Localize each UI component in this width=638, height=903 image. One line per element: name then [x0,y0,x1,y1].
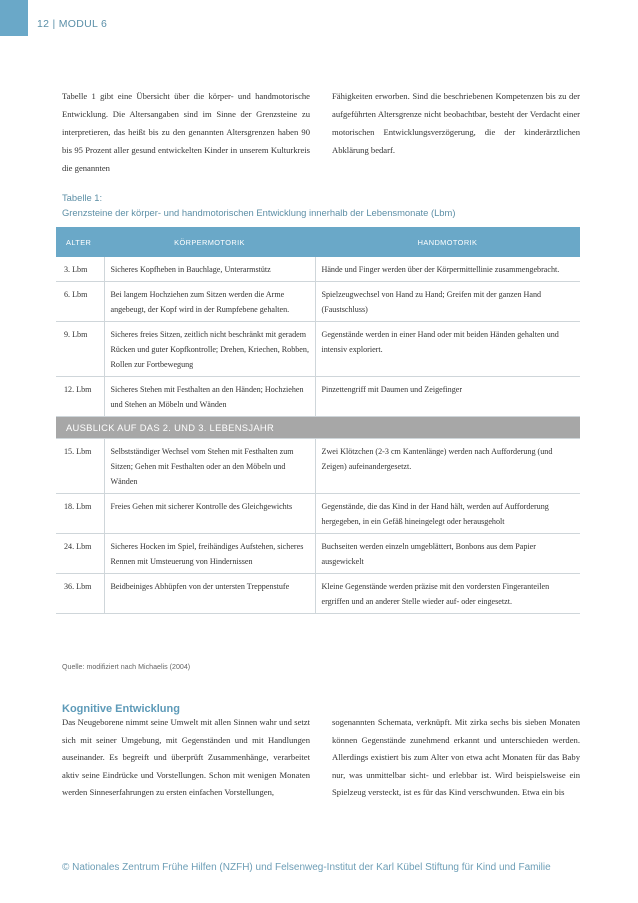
age-cell: 6. Lbm [56,282,104,322]
table-row [56,257,580,282]
hand-motor-cell: Gegenstände werden in einer Hand oder mit beiden Händen gehalten und intensiv exploriert. [315,322,580,377]
body-motor-cell: Sicheres freies Sitzen, zeitlich nicht beschränkt mit geradem Rücken und guter Kopfkontrolle; Drehen, Kriechen, Robben, Rollen zur Fortbewegung [104,322,315,377]
hand-motor-cell: Pinzettengriff mit Daumen und Zeigefinger [315,377,580,417]
table-caption [62,190,455,220]
body-motor-cell: Freies Gehen mit sicherer Kontrolle des Gleichgewichts [104,494,315,534]
table-row [56,282,580,322]
table-row [56,494,580,534]
table-row [56,534,580,574]
intro-right-column: Fähigkeiten erworben. Sind die beschriebenen Kompetenzen bis zu der aufgeführten Altersgrenze nicht beobachtbar, besteht der Verdacht einer motorischen Entwicklungsverzögerung, die der kinderärztlichen Abklärung bedarf. [332,91,580,155]
page-header: 12 | MODUL 6 [37,18,108,30]
hand-motor-cell: Hände und Finger werden über der Körpermittellinie zusammengebracht. [315,257,580,282]
table-caption-title: Grenzsteine der körper- und handmotorischen Entwicklung innerhalb der Lebensmonate (Lbm) [62,207,456,218]
table-row [56,574,580,614]
milestones-table [56,227,580,614]
body-motor-cell: Sicheres Stehen mit Festhalten an den Händen; Hochziehen und Stehen an Möbeln und Wänden [104,377,315,417]
age-cell: 36. Lbm [56,574,104,614]
age-cell: 12. Lbm [56,377,104,417]
hand-motor-cell: Kleine Gegenstände werden präzise mit den vordersten Fingeranteilen ergriffen und an anderer Stelle wieder auf- oder eingesetzt. [315,574,580,614]
column-header-handmotorik: HANDMOTORIK [315,227,580,257]
column-header-koerpermotorik: KÖRPERMOTORIK [104,227,315,257]
section-body [62,714,580,802]
hand-motor-cell: Buchseiten werden einzeln umgeblättert, Bonbons aus dem Papier ausgewickelt [315,534,580,574]
table-row [56,439,580,494]
outlook-section-row [56,417,580,439]
page-footer: © Nationales Zentrum Frühe Hilfen (NZFH) und Felsenweg-Institut der Karl Kübel Stiftung für Kind und Familie [62,862,551,873]
section-left-column: Das Neugeborene nimmt seine Umwelt mit allen Sinnen wahr und setzt sich mit seiner Umgebung, mit Gegenständen und mit Handlungen auseinander. Es begreift und überprüft Zusammenhänge, verarbeitet aktiv seine Eindrücke und Vorstellungen. Schon mit wenigen Monaten werden Sinneserfahrungen zu ersten einfachen Vorstellungen, [62,717,310,798]
section-title: Kognitive Entwicklung [62,703,180,715]
table-row [56,322,580,377]
age-cell: 15. Lbm [56,439,104,494]
body-motor-cell: Bei langem Hochziehen zum Sitzen werden die Arme angebeugt, der Kopf wird in der Rumpfebene gehalten. [104,282,315,322]
intro-left-column: Tabelle 1 gibt eine Übersicht über die körper- und handmotorische Entwicklung. Die Altersangaben sind im Sinne der Grenzsteine zu interpretieren, das heißt bis zu den genannten Altersgrenzen haben 90 bis 95 Prozent aller gesund entwickelten Kinder in unserem Kulturkreis die genannten [62,91,310,173]
body-motor-cell: Beidbeiniges Abhüpfen von der untersten Treppenstufe [104,574,315,614]
body-motor-cell: Sicheres Kopfheben in Bauchlage, Unterarmstütz [104,257,315,282]
intro-paragraph [62,87,580,177]
body-motor-cell: Sicheres Hocken im Spiel, freihändiges Aufstehen, sicheres Rennen mit Umsteuerung von Hindernissen [104,534,315,574]
body-motor-cell: Selbstständiger Wechsel vom Stehen mit Festhalten zum Sitzen; Gehen mit Festhalten oder an den Möbeln und Wänden [104,439,315,494]
table-header-row [56,227,580,257]
hand-motor-cell: Zwei Klötzchen (2-3 cm Kantenlänge) werden nach Aufforderung (und Zeigen) aufeinandergesetzt. [315,439,580,494]
outlook-section-label: AUSBLICK AUF DAS 2. UND 3. LEBENSJAHR [56,417,580,439]
age-cell: 24. Lbm [56,534,104,574]
table-source-note: Quelle: modifiziert nach Michaelis (2004) [62,663,191,671]
hand-motor-cell: Gegenstände, die das Kind in der Hand hält, werden auf Aufforderung hergegeben, in ein Gefäß hineingelegt oder herausgeholt [315,494,580,534]
header-accent-bar [0,0,28,36]
age-cell: 9. Lbm [56,322,104,377]
table-caption-number: Tabelle 1: [62,192,103,203]
column-header-alter: ALTER [56,227,104,257]
table-row [56,377,580,417]
age-cell: 18. Lbm [56,494,104,534]
age-cell: 3. Lbm [56,257,104,282]
section-right-column: sogenannten Schemata, verknüpft. Mit zirka sechs bis sieben Monaten können Gegenstände zunehmend erkannt und unterschieden werden. Allerdings existiert bis zum Alter von etwa acht Monaten für das Baby nur, was unmittelbar sicht- und erlebbar ist. Wird beispielsweise ein Spielzeug versteckt, ist es für das Kind verschwunden. Etwa ein bis [332,717,580,798]
hand-motor-cell: Spielzeugwechsel von Hand zu Hand; Greifen mit der ganzen Hand (Faustschluss) [315,282,580,322]
